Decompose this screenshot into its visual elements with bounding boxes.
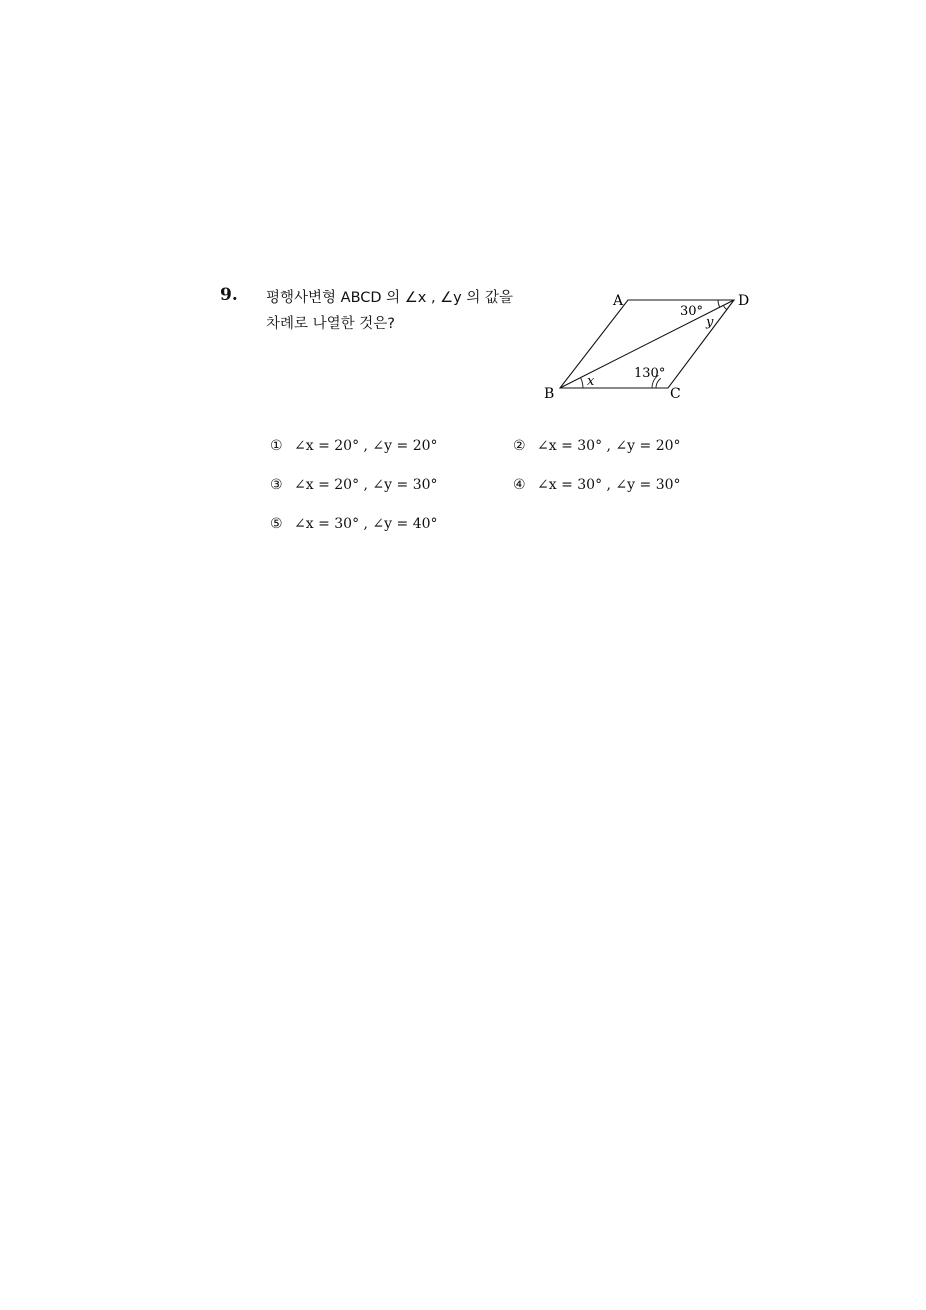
- choice-1-marker: ①: [270, 438, 283, 454]
- choice-2-text: ∠x = 30° , ∠y = 20°: [537, 438, 681, 454]
- choice-5-marker: ⑤: [270, 516, 283, 532]
- question-text-line-2: 차례로 나열한 것은?: [266, 316, 395, 332]
- parallelogram-figure: [530, 285, 760, 405]
- angle-label-y: y: [706, 315, 714, 330]
- angle-arc-d-y: [723, 305, 727, 309]
- choice-3-text: ∠x = 20° , ∠y = 30°: [294, 477, 438, 493]
- choice-3-marker: ③: [270, 477, 283, 493]
- angle-label-x: x: [587, 374, 595, 389]
- vertex-label-c: C: [670, 386, 681, 402]
- choice-4-text: ∠x = 30° , ∠y = 30°: [537, 477, 681, 493]
- choice-1[interactable]: [270, 438, 438, 454]
- question-number: 9.: [220, 285, 238, 305]
- vertex-label-d: D: [738, 293, 750, 309]
- question-text-line-1: 평행사변형 ABCD 의 ∠x , ∠y 의 값을: [266, 290, 513, 306]
- choice-2[interactable]: [513, 438, 681, 454]
- angle-arc-d-30: [718, 300, 720, 307]
- angle-arc-b-x: [581, 378, 584, 388]
- choice-3[interactable]: [270, 477, 438, 493]
- angle-label-d-30: 30°: [680, 304, 704, 319]
- choice-1-text: ∠x = 20° , ∠y = 20°: [294, 438, 438, 454]
- vertex-label-b: B: [544, 386, 555, 402]
- choice-4[interactable]: [513, 477, 681, 493]
- choice-5-text: ∠x = 30° , ∠y = 40°: [294, 516, 438, 532]
- choice-2-marker: ②: [513, 438, 526, 454]
- angle-label-c-130: 130°: [634, 366, 666, 381]
- choice-5[interactable]: [270, 516, 438, 532]
- vertex-label-a: A: [613, 293, 624, 309]
- choice-4-marker: ④: [513, 477, 526, 493]
- question-text: [266, 285, 536, 337]
